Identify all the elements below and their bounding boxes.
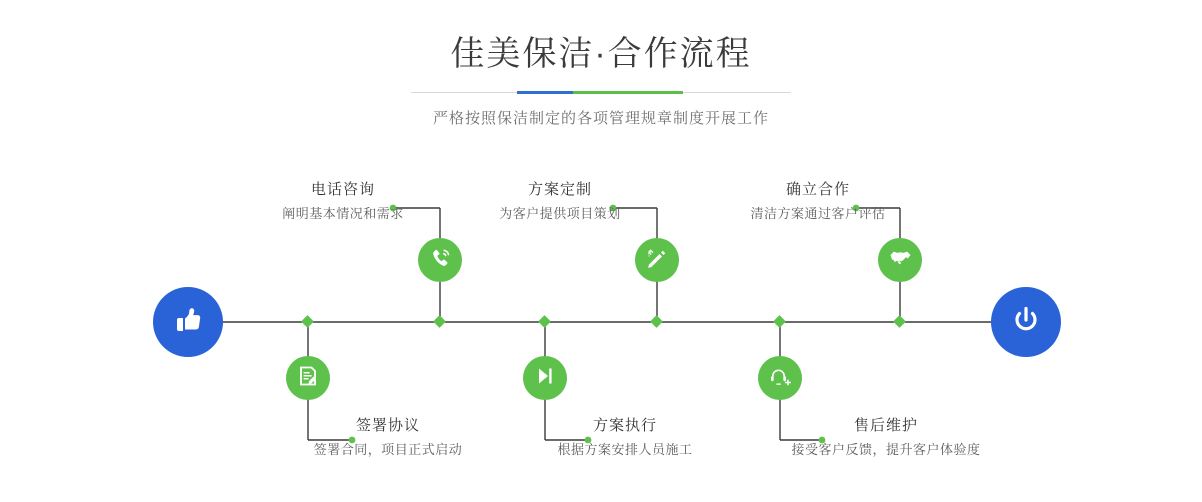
step-desc-6: 接受客户反馈，提升客户体验度 (791, 442, 981, 457)
handshake-icon (888, 245, 913, 275)
step-title-3: 方案定制 (527, 181, 592, 198)
step-desc-5: 清洁方案通过客户评估 (750, 206, 886, 221)
step-title-4: 方案执行 (592, 417, 657, 434)
phone-call-icon (428, 246, 452, 275)
step-label-3 (462, 180, 658, 224)
step-title-6: 售后维护 (853, 417, 918, 434)
step-title-1: 电话咨询 (310, 181, 375, 198)
page-title: 佳美保洁·合作流程 (450, 35, 752, 73)
step-desc-4: 根据方案安排人员施工 (557, 442, 693, 457)
step-label-1 (253, 180, 433, 224)
step-node-4[interactable] (523, 356, 567, 400)
thumbs-up-icon (170, 302, 206, 343)
page-header (0, 32, 1202, 128)
power-icon (1008, 302, 1044, 343)
page-subtitle: 严格按照保洁制定的各项管理规章制度开展工作 (432, 110, 769, 127)
title-divider (411, 92, 791, 93)
step-desc-3: 为客户提供项目策划 (499, 206, 621, 221)
step-node-3[interactable] (635, 238, 679, 282)
step-node-6[interactable] (758, 356, 802, 400)
step-label-4 (505, 416, 745, 460)
step-label-5 (710, 180, 926, 224)
step-desc-2: 签署合同，项目正式启动 (313, 442, 463, 457)
play-forward-icon (533, 364, 557, 393)
flow-start-badge (153, 287, 223, 357)
step-title-5: 确立合作 (785, 181, 850, 198)
step-node-5[interactable] (878, 238, 922, 282)
divider-accent-blue (517, 91, 573, 94)
step-label-2 (268, 416, 508, 460)
process-flow-diagram (0, 150, 1202, 502)
flow-end-badge (991, 287, 1061, 357)
pen-ruler-icon (645, 246, 669, 275)
step-label-6 (736, 416, 1036, 460)
document-edit-icon (296, 364, 320, 393)
step-desc-1: 阐明基本情况和需求 (282, 206, 404, 221)
step-title-2: 签署协议 (355, 417, 420, 434)
customer-support-icon (768, 364, 792, 393)
step-node-2[interactable] (286, 356, 330, 400)
divider-accent-green (573, 91, 683, 94)
step-node-1[interactable] (418, 238, 462, 282)
